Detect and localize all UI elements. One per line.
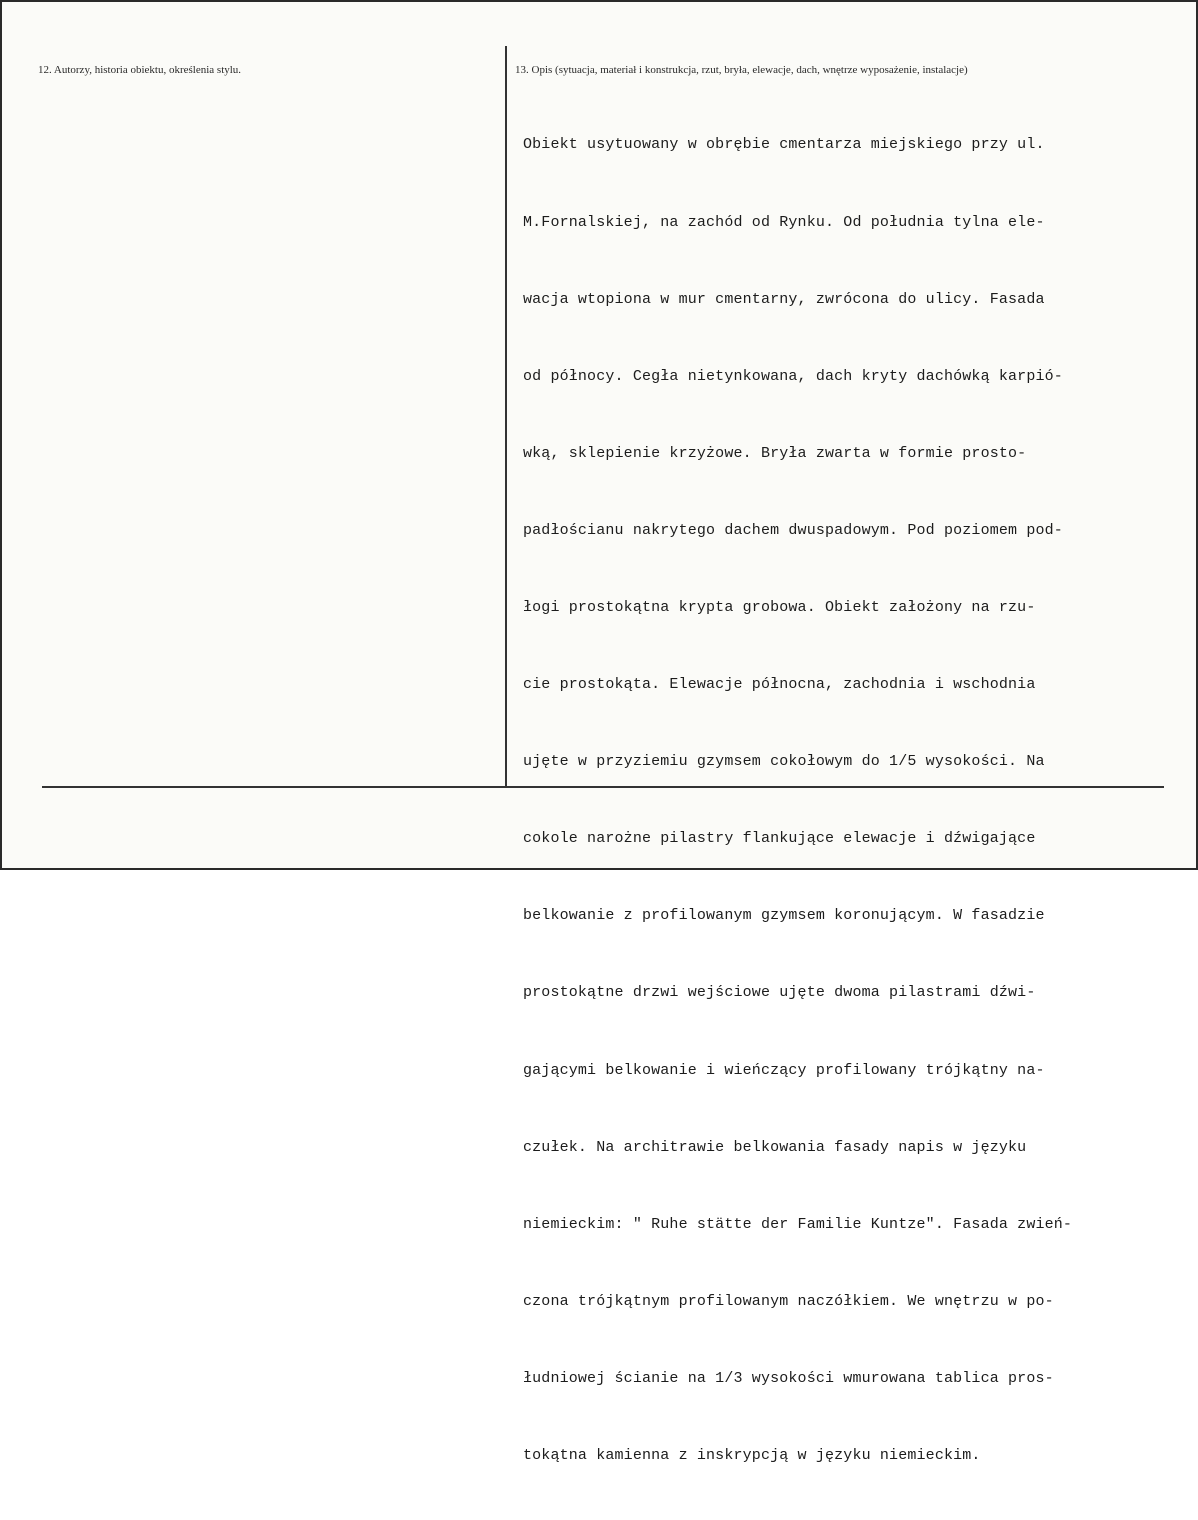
description-line: łudniowej ścianie na 1/3 wysokości wmurowana tablica pros- bbox=[523, 1369, 1054, 1387]
description-line: wacja wtopiona w mur cmentarny, zwrócona do ulicy. Fasada bbox=[523, 290, 1045, 308]
description-line: cokole narożne pilastry flankujące elewacje i dźwigające bbox=[523, 830, 1036, 848]
section-12-label: 12. Autorzy, historia obiektu, określenia stylu. bbox=[38, 64, 242, 76]
section-13-description bbox=[523, 81, 1163, 1520]
description-line: belkowanie z profilowanym gzymsem koronującym. W fasadzie bbox=[523, 907, 1045, 925]
description-line: Obiekt usytuowany w obrębie cmentarza miejskiego przy ul. bbox=[523, 136, 1045, 154]
description-line: czułek. Na architrawie belkowania fasady napis w języku bbox=[523, 1138, 1027, 1156]
description-line: cie prostokąta. Elewacje północna, zachodnia i wschodnia bbox=[523, 676, 1036, 694]
description-line: gającymi belkowanie i wieńczący profilowany trójkątny na- bbox=[523, 1061, 1045, 1079]
description-line: czona trójkątnym profilowanym naczółkiem. We wnętrzu w po- bbox=[523, 1292, 1054, 1310]
description-line: ujęte w przyziemiu gzymsem cokołowym do 1/5 wysokości. Na bbox=[523, 753, 1045, 771]
description-line: wką, sklepienie krzyżowe. Bryła zwarta w formie prosto- bbox=[523, 444, 1027, 462]
description-line: od północy. Cegła nietynkowana, dach kryty dachówką karpió- bbox=[523, 367, 1063, 385]
description-line: tokątna kamienna z inskrypcją w języku niemieckim. bbox=[523, 1447, 981, 1464]
description-line: M.Fornalskiej, na zachód od Rynku. Od południa tylna ele- bbox=[523, 213, 1045, 231]
section-13-label: 13. Opis (sytuacja, materiał i konstrukcja, rzut, bryła, elewacje, dach, wnętrze wyposażenie, instalacje) bbox=[515, 64, 968, 76]
description-line: padłościanu nakrytego dachem dwuspadowym. Pod poziomem pod- bbox=[523, 521, 1063, 539]
description-line: niemieckim: " Ruhe stätte der Familie Kuntze". Fasada zwień- bbox=[523, 1215, 1073, 1233]
description-line: łogi prostokątna krypta grobowa. Obiekt założony na rzu- bbox=[523, 598, 1036, 616]
column-divider bbox=[505, 46, 507, 788]
description-line: prostokątne drzwi wejściowe ujęte dwoma pilastrami dźwi- bbox=[523, 984, 1036, 1002]
